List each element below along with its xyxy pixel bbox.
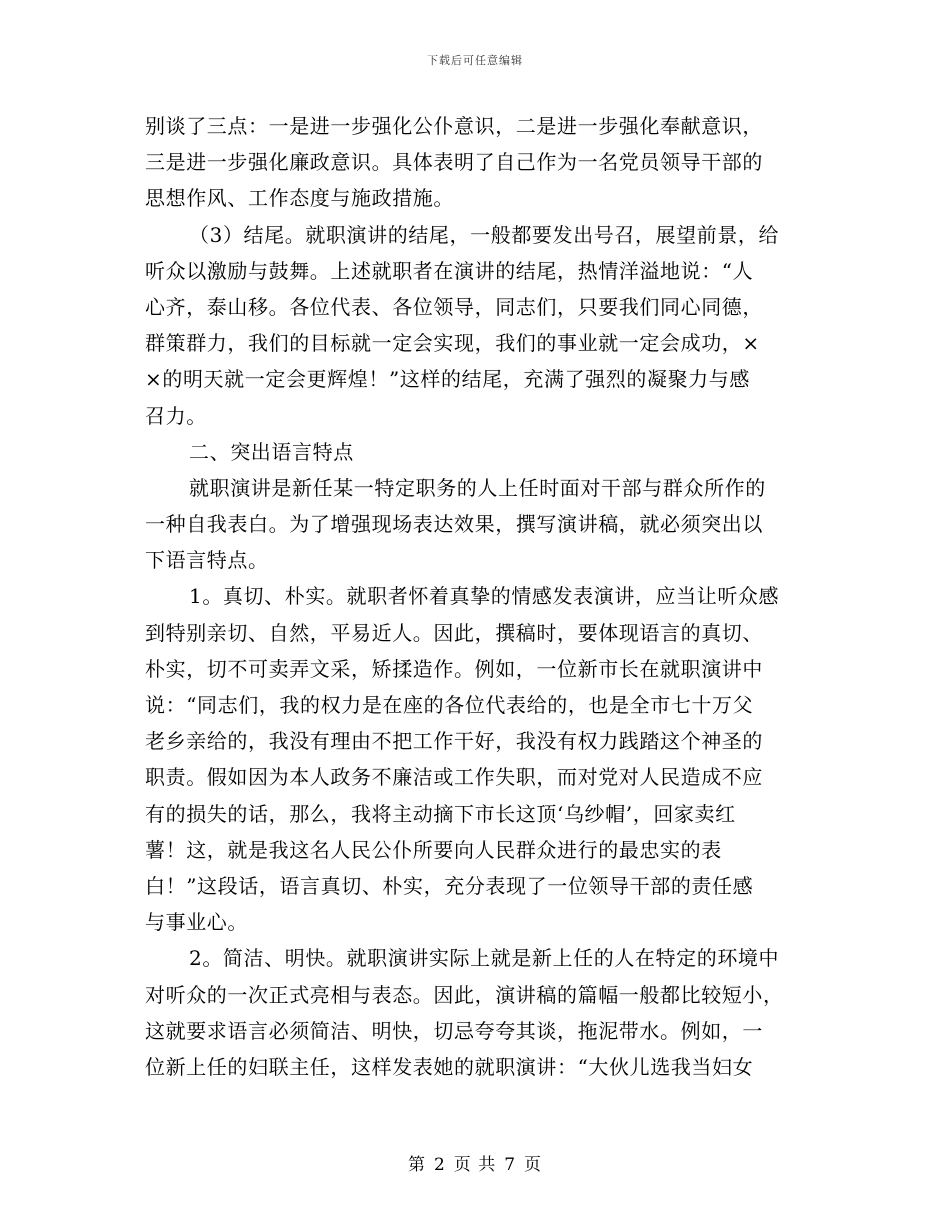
text-line: 与事业心。: [145, 910, 248, 935]
footer-page-number: 2: [433, 1155, 446, 1175]
text-line: 有的损失的话，那么，我将主动摘下市长这顶‘乌纱帽’，回家卖红: [145, 801, 736, 826]
text-line: 老乡亲给的，我没有理由不把工作干好，我没有权力践踏这个神圣的: [145, 729, 763, 754]
text-line: 下语言特点。: [145, 548, 269, 573]
text-line: 群策群力，我们的目标就一定会实现，我们的事业就一定会成功，×: [145, 331, 760, 356]
text-line: 这就要求语言必须简洁、明快，切忌夸夸其谈，拖泥带水。例如，一: [145, 1018, 763, 1043]
text-line: 薯！这，就是我这名人民公仆所要向人民群众进行的最忠实的表: [145, 837, 722, 862]
text-line: 2。简洁、明快。就职演讲实际上就是新上任的人在特定的环境中: [189, 946, 780, 971]
text-line: ×的明天就一定会更辉煌！”这样的结尾，充满了强烈的凝聚力与感: [145, 367, 750, 392]
footer-total-pages: 7: [504, 1155, 517, 1175]
text-line: 心齐，泰山移。各位代表、各位领导，同志们，只要我们同心同德，: [145, 294, 763, 319]
page-header: 下载后可任意编辑: [427, 54, 523, 67]
text-line: 位新上任的妇联主任，这样发表她的就职演讲：“大伙儿选我当妇女: [145, 1054, 754, 1079]
footer-suffix: 页: [524, 1155, 543, 1175]
text-line: 到特别亲切、自然，平易近人。因此，撰稿时，要体现语言的真切、: [145, 620, 763, 645]
text-line: （3）结尾。就职演讲的结尾，一般都要发出号召，展望前景，给: [189, 222, 780, 247]
document-body: [145, 108, 805, 1085]
text-line: 对听众的一次正式亮相与表态。因此，演讲稿的篇幅一般都比较短小，: [145, 982, 784, 1007]
text-line: 思想作风、工作态度与施政措施。: [145, 186, 454, 211]
page-footer: [0, 1150, 950, 1175]
text-line: 说：“同志们，我的权力是在座的各位代表给的，也是全市七十万父: [145, 693, 754, 717]
text-line: 召力。: [145, 403, 207, 428]
text-line: 朴实，切不可卖弄文采，矫揉造作。例如，一位新市长在就职演讲中: [145, 656, 763, 681]
text-line: 别谈了三点：一是进一步强化公仆意识，二是进一步强化奉献意识，: [145, 114, 763, 138]
text-line: 听众以激励与鼓舞。上述就职者在演讲的结尾，热情洋溢地说：“人: [145, 258, 754, 283]
text-line: 白！”这段话，语言真切、朴实，充分表现了一位领导干部的责任感: [145, 873, 754, 898]
footer-prefix: 第: [407, 1155, 426, 1175]
text-line: 就职演讲是新任某一特定职务的人上任时面对干部与群众所作的: [189, 475, 766, 500]
text-line: 二、突出语言特点: [189, 439, 354, 464]
footer-mid: 页 共: [453, 1155, 497, 1175]
text-line: 一种自我表白。为了增强现场表达效果，撰写演讲稿，就必须突出以: [145, 512, 763, 537]
text-line: 三是进一步强化廉政意识。具体表明了自己作为一名党员领导干部的: [145, 150, 763, 175]
text-line: 1。真切、朴实。就职者怀着真挚的情感发表演讲，应当让听众感: [189, 584, 780, 609]
text-line: 职责。假如因为本人政务不廉洁或工作失职，而对党对人民造成不应: [145, 765, 763, 790]
